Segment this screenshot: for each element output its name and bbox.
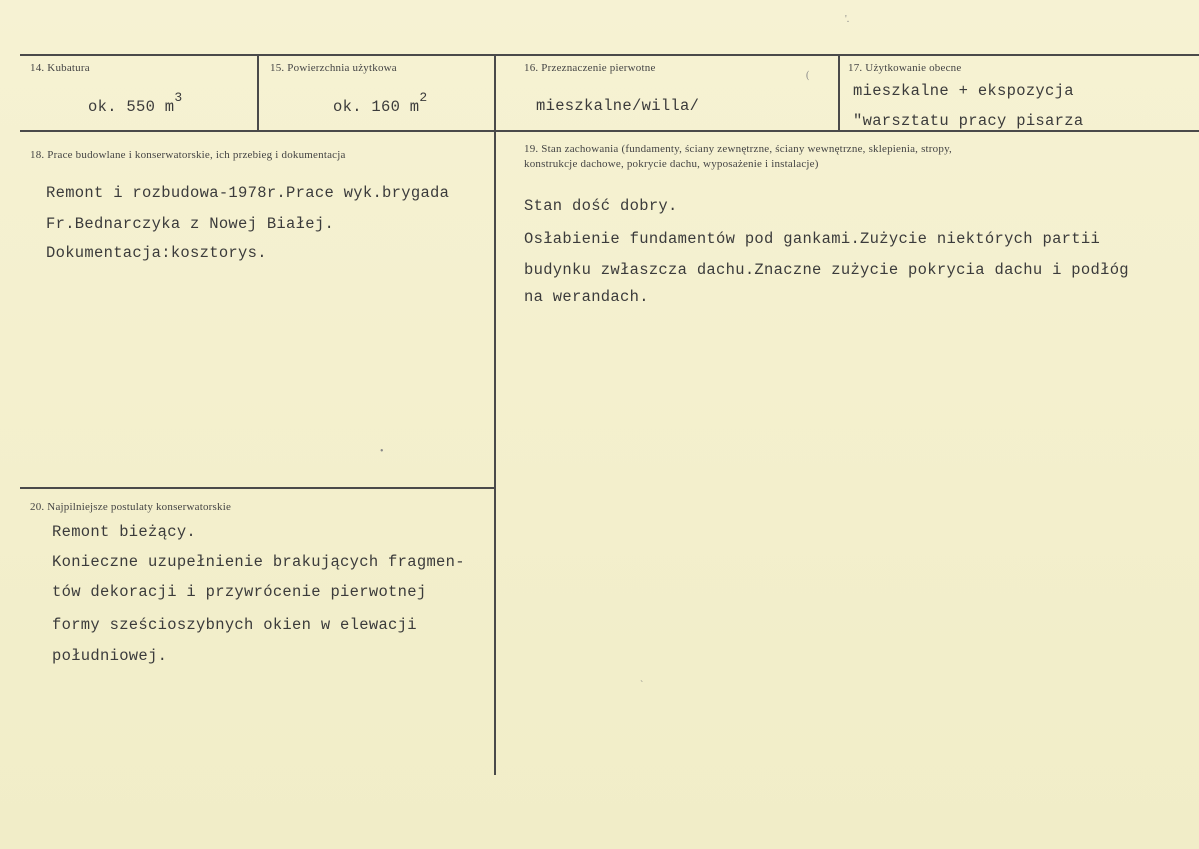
section20-line-1: Remont bieżący. [52,523,197,541]
kubatura-value [88,90,183,117]
section20-line-3: tów dekoracji i przywrócenie pierwotnej [52,583,427,601]
section18-line-2: Fr.Bednarczyka z Nowej Białej. [46,215,335,233]
paper-speck: '. [845,14,850,25]
divider-14-15 [257,54,259,131]
paper-speck: ` [640,680,644,691]
powierzchnia-label: 15. Powierzchnia użytkowa [270,62,397,74]
section18-bottom-rule [20,487,496,489]
uzytkowanie-label: 17. Użytkowanie obecne [848,62,962,74]
powierzchnia-unit-exponent: 2 [419,90,428,105]
section18-label: 18. Prace budowlane i konserwatorskie, ich przebieg i dokumentacja [30,149,346,161]
section20-line-5: południowej. [52,647,168,665]
section18-line-3: Dokumentacja:kosztorys. [46,244,267,262]
row1-bottom-rule [20,130,1199,132]
section19-line-4: na werandach. [524,288,649,306]
kubatura-label: 14. Kubatura [30,62,90,74]
divider-16-17 [838,54,840,131]
powierzchnia-value-text: ok. 160 m [333,98,420,117]
przeznaczenie-value: mieszkalne/willa/ [536,97,700,115]
section20-line-4: formy sześcioszybnych okien w elewacji [52,616,417,634]
divider-main [494,54,496,775]
kubatura-value-text: ok. 550 m [88,98,175,117]
top-rule [20,54,1199,56]
powierzchnia-value [333,90,428,117]
uzytkowanie-line-2: "warsztatu pracy pisarza [853,112,1084,130]
section19-label-line-1: 19. Stan zachowania (fundamenty, ściany zewnętrzne, ściany wewnętrzne, sklepienia, stropy, [524,143,953,155]
paper-speck: ( [806,70,810,81]
section19-line-1: Stan dość dobry. [524,197,678,215]
przeznaczenie-label: 16. Przeznaczenie pierwotne [524,62,656,74]
uzytkowanie-line-1: mieszkalne + ekspozycja [853,82,1074,100]
section18-line-1: Remont i rozbudowa-1978r.Prace wyk.brygada [46,184,450,202]
section19-label-line-2: konstrukcje dachowe, pokrycie dachu, wyposażenie i instalacje) [524,158,819,170]
section20-line-2: Konieczne uzupełnienie brakujących fragmen- [52,553,465,571]
kubatura-unit-exponent: 3 [174,90,183,105]
paper-speck: • [380,446,384,457]
section20-label: 20. Najpilniejsze postulaty konserwatorskie [30,501,232,513]
section19-line-3: budynku zwłaszcza dachu.Znaczne zużycie pokrycia dachu i podłóg [524,261,1129,279]
section19-line-2: Osłabienie fundamentów pod gankami.Zużycie niektórych partii [524,230,1101,248]
